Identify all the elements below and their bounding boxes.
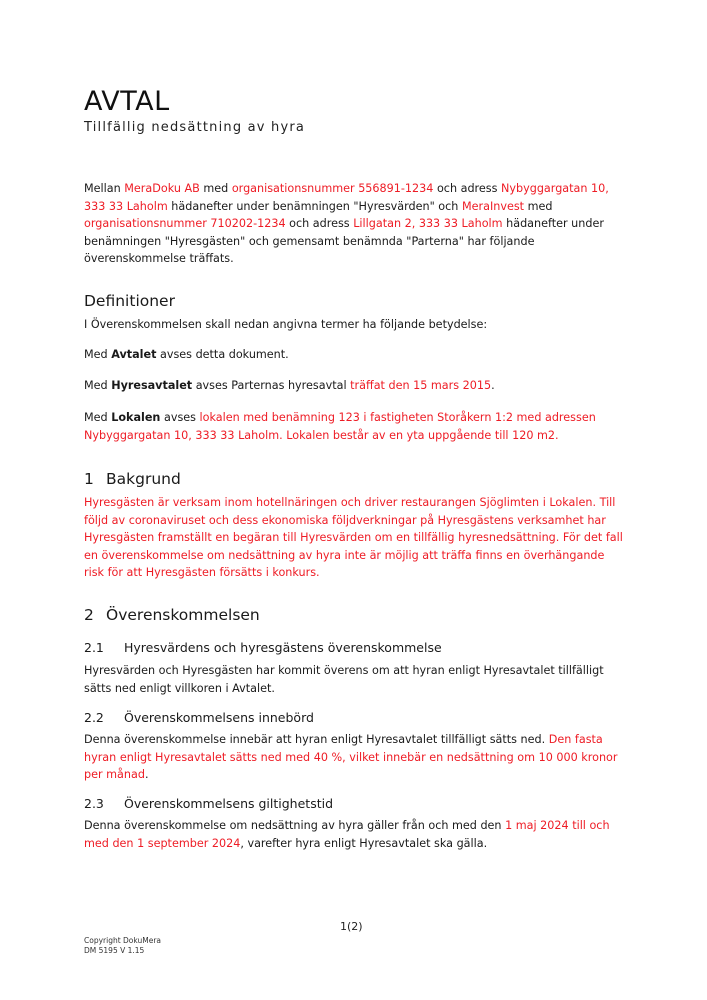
section-2-heading bbox=[84, 606, 260, 624]
tenant-orgnr: organisationsnummer 710202-1234 bbox=[84, 217, 286, 231]
validity-period: 1 maj 2024 till och med den 1 september 2024 bbox=[84, 819, 610, 850]
definition-hyresavtalet bbox=[84, 377, 624, 395]
intro-text: hädanefter under benämningen "Hyresgästen" och gemensamt benämnda "Parterna" har följande överenskommelse träffats. bbox=[84, 217, 604, 266]
body-text: Denna överenskommelse om nedsättning av hyra gäller från och med den bbox=[84, 819, 506, 832]
definition-text: avses bbox=[160, 411, 200, 424]
section-2-2-heading bbox=[84, 710, 314, 725]
landlord-orgnr: organisationsnummer 556891-1234 bbox=[231, 182, 434, 195]
subsection-number: 2.2 bbox=[84, 710, 104, 725]
section-title: Överenskommelsen bbox=[106, 606, 260, 624]
definition-text: Med bbox=[84, 379, 112, 392]
premises-description: lokalen med benämning 123 i fastigheten Storåkern 1:2 med adressen Nybyggargatan 10, 333 33 Laholm. Lokalen består av en yta uppgående till 120 m2. bbox=[84, 411, 596, 442]
subsection-number: 2.3 bbox=[84, 796, 104, 811]
section-number: 2 bbox=[84, 606, 94, 624]
definition-term: Lokalen bbox=[111, 411, 161, 424]
section-2-3-heading bbox=[84, 796, 333, 811]
intro-text: med bbox=[199, 182, 232, 195]
subsection-number: 2.1 bbox=[84, 640, 104, 655]
rent-reduction: Den fasta hyran enligt Hyresavtalet sätts ned med 40 %, vilket innebär en nedsättning om 10 000 kronor per månad bbox=[84, 733, 618, 782]
lease-date: träffat den 15 mars 2015 bbox=[350, 379, 492, 392]
definition-text: avses detta dokument. bbox=[156, 348, 289, 361]
definition-lokalen bbox=[84, 409, 624, 444]
definition-term: Hyresavtalet bbox=[111, 379, 193, 392]
body-text: Denna överenskommelse innebär att hyran enligt Hyresavtalet tillfälligt sätts ned. bbox=[84, 733, 549, 746]
intro-text: med bbox=[524, 199, 553, 213]
definitions-lead: I Överenskommelsen skall nedan angivna termer ha följande betydelse: bbox=[84, 318, 488, 331]
subsection-title: Hyresvärdens och hyresgästens överenskommelse bbox=[124, 640, 442, 655]
intro-text: och adress bbox=[285, 217, 354, 231]
intro-text: och adress bbox=[433, 182, 502, 195]
definition-text: Med bbox=[84, 348, 112, 361]
intro-paragraph bbox=[84, 180, 624, 268]
document-subtitle: Tillfällig nedsättning av hyra bbox=[84, 120, 306, 135]
intro-text: hädanefter under benämningen "Hyresvärden" och bbox=[167, 199, 462, 213]
footer-copyright: Copyright DokuMera bbox=[84, 936, 162, 945]
definition-avtalet bbox=[84, 346, 624, 364]
definition-text: . bbox=[491, 379, 495, 392]
definition-text: Med bbox=[84, 411, 112, 424]
definition-text: avses Parternas hyresavtal bbox=[192, 379, 351, 392]
footer-doc-id: DM 5195 V 1.15 bbox=[84, 946, 145, 955]
section-2-3-body bbox=[84, 817, 624, 852]
landlord-name: MeraDoku AB bbox=[124, 182, 200, 195]
body-text: , varefter hyra enligt Hyresavtalet ska gälla. bbox=[240, 836, 488, 850]
section-1-body: Hyresgästen är verksam inom hotellnäringen och driver restaurangen Sjöglimten i Lokalen. Till följd av coronaviruset och dess ekonomiska följdverkningar på Hyresgästens verksamhet har Hyresgästen framställt en begäran till Hyresvärden om en tillfällig hyresnedsättning. För det fall en överenskommelse om nedsättning av hyra inte är möjlig att träffa finns en överhängande risk för att Hyresgästen försätts i konkurs. bbox=[84, 496, 623, 580]
footer bbox=[84, 936, 161, 956]
subsection-title: Överenskommelsens giltighetstid bbox=[124, 796, 334, 811]
landlord-address: Nybyggargatan 10, 333 33 Laholm bbox=[84, 182, 609, 213]
subsection-title: Överenskommelsens innebörd bbox=[124, 710, 314, 725]
tenant-address: Lillgatan 2, 333 33 Laholm bbox=[353, 217, 503, 231]
section-title: Bakgrund bbox=[106, 470, 181, 488]
intro-text: Mellan bbox=[84, 182, 125, 195]
section-2-1-heading bbox=[84, 640, 442, 655]
section-number: 1 bbox=[84, 470, 94, 488]
definitions-heading: Definitioner bbox=[84, 292, 175, 310]
section-2-1-body: Hyresvärden och Hyresgästen har kommit överens om att hyran enligt Hyresavtalet tillfälligt sätts ned enligt villkoren i Avtalet. bbox=[84, 664, 604, 695]
section-2-2-body bbox=[84, 731, 624, 784]
tenant-name: MeraInvest bbox=[461, 199, 525, 213]
body-text: . bbox=[144, 768, 149, 782]
section-1-heading bbox=[84, 470, 181, 488]
document-title: AVTAL bbox=[84, 86, 170, 117]
page-number: 1(2) bbox=[340, 920, 363, 933]
definition-term: Avtalet bbox=[111, 348, 157, 361]
